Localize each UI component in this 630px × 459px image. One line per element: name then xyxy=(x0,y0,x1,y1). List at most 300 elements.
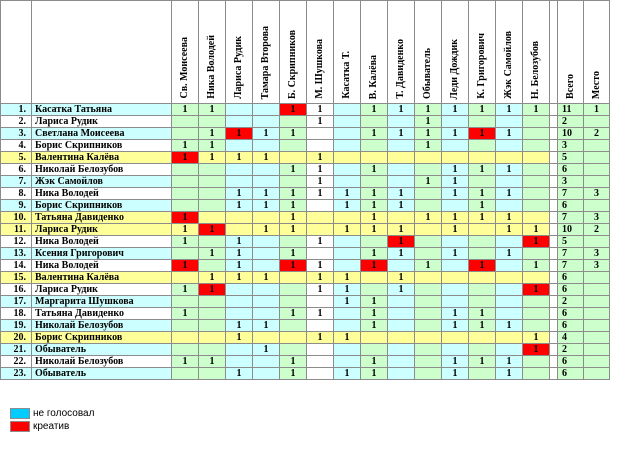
vote-cell[interactable]: 1 xyxy=(280,368,307,380)
row-name[interactable]: Ксения Григорович xyxy=(32,248,172,260)
place-cell[interactable] xyxy=(584,116,610,128)
vote-cell[interactable] xyxy=(199,236,226,248)
vote-cell[interactable]: 1 xyxy=(307,116,334,128)
vote-cell[interactable]: 1 xyxy=(415,176,442,188)
total-cell[interactable]: 7 xyxy=(558,188,584,200)
vote-cell[interactable] xyxy=(415,200,442,212)
vote-cell[interactable] xyxy=(226,164,253,176)
vote-cell[interactable]: 1 xyxy=(388,224,415,236)
vote-cell[interactable]: 1 xyxy=(469,200,496,212)
vote-cell[interactable] xyxy=(415,284,442,296)
total-cell[interactable]: 11 xyxy=(558,104,584,116)
vote-cell[interactable] xyxy=(226,104,253,116)
vote-cell[interactable] xyxy=(199,212,226,224)
vote-cell[interactable] xyxy=(253,176,280,188)
vote-cell[interactable] xyxy=(523,248,550,260)
vote-cell[interactable] xyxy=(172,296,199,308)
vote-cell[interactable] xyxy=(253,140,280,152)
vote-cell[interactable] xyxy=(334,128,361,140)
vote-cell[interactable]: 1 xyxy=(307,188,334,200)
vote-cell[interactable]: 1 xyxy=(334,284,361,296)
place-cell[interactable]: 3 xyxy=(584,212,610,224)
total-cell[interactable]: 7 xyxy=(558,212,584,224)
vote-cell[interactable]: 1 xyxy=(199,152,226,164)
vote-cell[interactable] xyxy=(280,320,307,332)
vote-cell[interactable] xyxy=(226,224,253,236)
vote-cell[interactable]: 1 xyxy=(361,356,388,368)
vote-cell[interactable]: 1 xyxy=(172,356,199,368)
vote-cell[interactable]: 1 xyxy=(307,260,334,272)
vote-cell[interactable] xyxy=(388,332,415,344)
vote-cell[interactable]: 1 xyxy=(469,188,496,200)
vote-cell[interactable]: 1 xyxy=(253,272,280,284)
vote-cell[interactable] xyxy=(523,296,550,308)
vote-cell[interactable] xyxy=(388,152,415,164)
vote-cell[interactable]: 1 xyxy=(226,152,253,164)
vote-cell[interactable] xyxy=(253,368,280,380)
vote-cell[interactable] xyxy=(388,356,415,368)
total-cell[interactable]: 6 xyxy=(558,356,584,368)
vote-cell[interactable]: 1 xyxy=(199,284,226,296)
place-cell[interactable] xyxy=(584,296,610,308)
vote-cell[interactable] xyxy=(388,212,415,224)
vote-cell[interactable]: 1 xyxy=(388,188,415,200)
vote-cell[interactable] xyxy=(523,116,550,128)
vote-cell[interactable] xyxy=(199,296,226,308)
vote-cell[interactable] xyxy=(442,152,469,164)
vote-cell[interactable]: 1 xyxy=(442,224,469,236)
vote-cell[interactable]: 1 xyxy=(199,104,226,116)
vote-cell[interactable] xyxy=(415,152,442,164)
vote-cell[interactable]: 1 xyxy=(226,272,253,284)
vote-cell[interactable] xyxy=(334,152,361,164)
vote-cell[interactable] xyxy=(334,344,361,356)
place-cell[interactable] xyxy=(584,152,610,164)
vote-cell[interactable] xyxy=(172,188,199,200)
vote-cell[interactable]: 1 xyxy=(361,200,388,212)
vote-cell[interactable]: 1 xyxy=(226,236,253,248)
vote-cell[interactable] xyxy=(361,140,388,152)
vote-cell[interactable]: 1 xyxy=(442,164,469,176)
row-name[interactable]: Татьяна Давиденко xyxy=(32,308,172,320)
vote-cell[interactable]: 1 xyxy=(388,200,415,212)
vote-cell[interactable]: 1 xyxy=(280,188,307,200)
vote-cell[interactable] xyxy=(415,236,442,248)
vote-cell[interactable]: 1 xyxy=(415,212,442,224)
row-name[interactable]: Ника Володей xyxy=(32,236,172,248)
vote-cell[interactable] xyxy=(226,356,253,368)
place-cell[interactable] xyxy=(584,164,610,176)
total-cell[interactable]: 6 xyxy=(558,308,584,320)
vote-cell[interactable] xyxy=(280,140,307,152)
place-cell[interactable] xyxy=(584,344,610,356)
place-cell[interactable]: 1 xyxy=(584,104,610,116)
vote-cell[interactable] xyxy=(388,140,415,152)
vote-cell[interactable]: 1 xyxy=(253,188,280,200)
vote-cell[interactable]: 1 xyxy=(199,128,226,140)
vote-cell[interactable] xyxy=(496,344,523,356)
vote-cell[interactable] xyxy=(442,140,469,152)
vote-cell[interactable] xyxy=(388,116,415,128)
vote-cell[interactable]: 1 xyxy=(226,188,253,200)
vote-cell[interactable]: 1 xyxy=(334,296,361,308)
vote-cell[interactable]: 1 xyxy=(523,236,550,248)
vote-cell[interactable] xyxy=(469,248,496,260)
vote-cell[interactable]: 1 xyxy=(523,260,550,272)
vote-cell[interactable] xyxy=(496,332,523,344)
vote-cell[interactable] xyxy=(280,176,307,188)
vote-cell[interactable] xyxy=(361,152,388,164)
vote-cell[interactable] xyxy=(253,332,280,344)
vote-cell[interactable]: 1 xyxy=(280,128,307,140)
vote-cell[interactable] xyxy=(334,308,361,320)
row-name[interactable]: Ника Володей xyxy=(32,260,172,272)
vote-cell[interactable]: 1 xyxy=(442,308,469,320)
total-cell[interactable]: 6 xyxy=(558,320,584,332)
vote-cell[interactable] xyxy=(172,200,199,212)
vote-cell[interactable]: 1 xyxy=(172,152,199,164)
vote-cell[interactable]: 1 xyxy=(199,356,226,368)
vote-cell[interactable] xyxy=(334,260,361,272)
vote-cell[interactable]: 1 xyxy=(361,104,388,116)
row-name[interactable]: Обыватель xyxy=(32,368,172,380)
vote-cell[interactable] xyxy=(523,272,550,284)
vote-cell[interactable] xyxy=(334,236,361,248)
vote-cell[interactable]: 1 xyxy=(253,224,280,236)
vote-cell[interactable] xyxy=(334,164,361,176)
vote-cell[interactable] xyxy=(469,368,496,380)
place-cell[interactable]: 3 xyxy=(584,260,610,272)
vote-cell[interactable] xyxy=(307,248,334,260)
vote-cell[interactable] xyxy=(307,128,334,140)
vote-cell[interactable]: 1 xyxy=(199,140,226,152)
vote-cell[interactable]: 1 xyxy=(307,272,334,284)
total-cell[interactable]: 2 xyxy=(558,344,584,356)
vote-cell[interactable] xyxy=(253,248,280,260)
total-cell[interactable]: 5 xyxy=(558,152,584,164)
vote-cell[interactable]: 1 xyxy=(307,164,334,176)
vote-cell[interactable] xyxy=(496,272,523,284)
vote-cell[interactable]: 1 xyxy=(523,332,550,344)
vote-cell[interactable]: 1 xyxy=(469,260,496,272)
vote-cell[interactable]: 1 xyxy=(442,176,469,188)
vote-cell[interactable]: 1 xyxy=(307,236,334,248)
vote-cell[interactable]: 1 xyxy=(361,260,388,272)
vote-cell[interactable]: 1 xyxy=(496,356,523,368)
vote-cell[interactable]: 1 xyxy=(415,104,442,116)
vote-cell[interactable]: 1 xyxy=(388,236,415,248)
vote-cell[interactable]: 1 xyxy=(361,296,388,308)
vote-cell[interactable]: 1 xyxy=(280,356,307,368)
vote-cell[interactable] xyxy=(523,188,550,200)
vote-cell[interactable] xyxy=(469,296,496,308)
vote-cell[interactable]: 1 xyxy=(172,236,199,248)
vote-cell[interactable] xyxy=(388,368,415,380)
vote-cell[interactable]: 1 xyxy=(361,308,388,320)
vote-cell[interactable]: 1 xyxy=(361,128,388,140)
vote-cell[interactable]: 1 xyxy=(280,164,307,176)
vote-cell[interactable] xyxy=(226,140,253,152)
vote-cell[interactable] xyxy=(253,116,280,128)
row-name[interactable]: Борис Скрипников xyxy=(32,332,172,344)
vote-cell[interactable] xyxy=(226,212,253,224)
vote-cell[interactable] xyxy=(280,152,307,164)
vote-cell[interactable] xyxy=(442,116,469,128)
vote-cell[interactable]: 1 xyxy=(496,248,523,260)
vote-cell[interactable]: 1 xyxy=(280,308,307,320)
place-cell[interactable] xyxy=(584,356,610,368)
vote-cell[interactable] xyxy=(253,296,280,308)
vote-cell[interactable] xyxy=(442,332,469,344)
row-name[interactable]: Николай Белозубов xyxy=(32,356,172,368)
vote-cell[interactable]: 1 xyxy=(280,224,307,236)
vote-cell[interactable]: 1 xyxy=(307,152,334,164)
vote-cell[interactable] xyxy=(334,248,361,260)
vote-cell[interactable] xyxy=(415,356,442,368)
vote-cell[interactable]: 1 xyxy=(226,320,253,332)
vote-cell[interactable] xyxy=(307,140,334,152)
vote-cell[interactable] xyxy=(253,104,280,116)
vote-cell[interactable]: 1 xyxy=(442,128,469,140)
vote-cell[interactable] xyxy=(280,284,307,296)
vote-cell[interactable] xyxy=(199,368,226,380)
vote-cell[interactable] xyxy=(496,236,523,248)
vote-cell[interactable]: 1 xyxy=(172,224,199,236)
vote-cell[interactable] xyxy=(361,236,388,248)
total-cell[interactable]: 6 xyxy=(558,164,584,176)
vote-cell[interactable] xyxy=(415,308,442,320)
row-name[interactable]: Татьяна Давиденко xyxy=(32,212,172,224)
vote-cell[interactable] xyxy=(334,320,361,332)
place-cell[interactable] xyxy=(584,272,610,284)
vote-cell[interactable] xyxy=(469,332,496,344)
vote-cell[interactable] xyxy=(415,320,442,332)
vote-cell[interactable] xyxy=(388,320,415,332)
vote-cell[interactable] xyxy=(172,116,199,128)
total-cell[interactable]: 4 xyxy=(558,332,584,344)
vote-cell[interactable] xyxy=(307,356,334,368)
vote-cell[interactable] xyxy=(523,368,550,380)
place-cell[interactable] xyxy=(584,284,610,296)
vote-cell[interactable] xyxy=(226,284,253,296)
vote-cell[interactable] xyxy=(469,152,496,164)
vote-cell[interactable] xyxy=(523,152,550,164)
row-name[interactable]: Касатка Татьяна xyxy=(32,104,172,116)
vote-cell[interactable]: 1 xyxy=(172,140,199,152)
vote-cell[interactable]: 1 xyxy=(307,332,334,344)
vote-cell[interactable]: 1 xyxy=(442,356,469,368)
vote-cell[interactable]: 1 xyxy=(496,320,523,332)
vote-cell[interactable]: 1 xyxy=(442,104,469,116)
vote-cell[interactable]: 1 xyxy=(334,368,361,380)
vote-cell[interactable] xyxy=(496,308,523,320)
total-cell[interactable]: 5 xyxy=(558,236,584,248)
vote-cell[interactable] xyxy=(334,176,361,188)
vote-cell[interactable] xyxy=(415,332,442,344)
vote-cell[interactable] xyxy=(253,260,280,272)
vote-cell[interactable]: 1 xyxy=(226,200,253,212)
vote-cell[interactable] xyxy=(361,116,388,128)
vote-cell[interactable]: 1 xyxy=(442,368,469,380)
vote-cell[interactable]: 1 xyxy=(442,320,469,332)
vote-cell[interactable] xyxy=(523,164,550,176)
vote-cell[interactable] xyxy=(523,128,550,140)
vote-cell[interactable] xyxy=(415,272,442,284)
place-cell[interactable] xyxy=(584,368,610,380)
vote-cell[interactable] xyxy=(442,200,469,212)
vote-cell[interactable] xyxy=(523,200,550,212)
vote-cell[interactable] xyxy=(172,176,199,188)
vote-cell[interactable]: 1 xyxy=(334,272,361,284)
vote-cell[interactable]: 1 xyxy=(415,128,442,140)
vote-cell[interactable] xyxy=(199,344,226,356)
vote-cell[interactable] xyxy=(415,296,442,308)
vote-cell[interactable]: 1 xyxy=(172,308,199,320)
vote-cell[interactable] xyxy=(199,200,226,212)
place-cell[interactable] xyxy=(584,332,610,344)
vote-cell[interactable] xyxy=(307,368,334,380)
vote-cell[interactable] xyxy=(469,140,496,152)
vote-cell[interactable] xyxy=(496,296,523,308)
row-name[interactable]: Борис Скрипников xyxy=(32,200,172,212)
row-name[interactable]: Маргарита Шушкова xyxy=(32,296,172,308)
vote-cell[interactable]: 1 xyxy=(226,248,253,260)
vote-cell[interactable] xyxy=(199,260,226,272)
vote-cell[interactable]: 1 xyxy=(361,368,388,380)
place-cell[interactable] xyxy=(584,140,610,152)
total-cell[interactable]: 3 xyxy=(558,140,584,152)
vote-cell[interactable] xyxy=(199,176,226,188)
vote-cell[interactable] xyxy=(388,296,415,308)
vote-cell[interactable] xyxy=(469,236,496,248)
vote-cell[interactable] xyxy=(469,344,496,356)
vote-cell[interactable] xyxy=(226,176,253,188)
vote-cell[interactable] xyxy=(334,116,361,128)
place-cell[interactable] xyxy=(584,176,610,188)
vote-cell[interactable] xyxy=(172,344,199,356)
vote-cell[interactable]: 1 xyxy=(388,284,415,296)
vote-cell[interactable] xyxy=(226,296,253,308)
vote-cell[interactable] xyxy=(388,344,415,356)
total-cell[interactable]: 10 xyxy=(558,128,584,140)
vote-cell[interactable] xyxy=(172,248,199,260)
vote-cell[interactable] xyxy=(253,236,280,248)
vote-cell[interactable]: 1 xyxy=(280,212,307,224)
vote-cell[interactable] xyxy=(361,332,388,344)
row-name[interactable]: Обыватель xyxy=(32,344,172,356)
vote-cell[interactable]: 1 xyxy=(334,224,361,236)
vote-cell[interactable] xyxy=(199,164,226,176)
vote-cell[interactable] xyxy=(496,152,523,164)
vote-cell[interactable] xyxy=(523,320,550,332)
total-cell[interactable]: 6 xyxy=(558,368,584,380)
vote-cell[interactable]: 1 xyxy=(226,128,253,140)
vote-cell[interactable] xyxy=(280,296,307,308)
vote-cell[interactable] xyxy=(226,116,253,128)
vote-cell[interactable]: 1 xyxy=(334,332,361,344)
vote-cell[interactable] xyxy=(415,368,442,380)
vote-cell[interactable] xyxy=(307,296,334,308)
vote-cell[interactable] xyxy=(280,332,307,344)
vote-cell[interactable]: 1 xyxy=(172,260,199,272)
place-cell[interactable]: 3 xyxy=(584,248,610,260)
vote-cell[interactable]: 1 xyxy=(199,272,226,284)
vote-cell[interactable]: 1 xyxy=(361,248,388,260)
vote-cell[interactable]: 1 xyxy=(523,344,550,356)
vote-cell[interactable]: 1 xyxy=(523,284,550,296)
vote-cell[interactable]: 1 xyxy=(334,200,361,212)
vote-cell[interactable] xyxy=(469,272,496,284)
vote-cell[interactable] xyxy=(442,272,469,284)
vote-cell[interactable] xyxy=(280,272,307,284)
vote-cell[interactable]: 1 xyxy=(523,224,550,236)
vote-cell[interactable] xyxy=(523,308,550,320)
vote-cell[interactable]: 1 xyxy=(496,224,523,236)
vote-cell[interactable]: 1 xyxy=(496,128,523,140)
vote-cell[interactable] xyxy=(334,356,361,368)
vote-cell[interactable]: 1 xyxy=(199,248,226,260)
vote-cell[interactable]: 1 xyxy=(388,272,415,284)
vote-cell[interactable]: 1 xyxy=(280,248,307,260)
vote-cell[interactable] xyxy=(361,176,388,188)
vote-cell[interactable] xyxy=(469,116,496,128)
vote-cell[interactable] xyxy=(388,260,415,272)
vote-cell[interactable] xyxy=(172,128,199,140)
vote-cell[interactable]: 1 xyxy=(496,368,523,380)
vote-cell[interactable] xyxy=(388,176,415,188)
vote-cell[interactable]: 1 xyxy=(388,248,415,260)
vote-cell[interactable]: 1 xyxy=(415,140,442,152)
vote-cell[interactable] xyxy=(442,296,469,308)
row-name[interactable]: Ника Володей xyxy=(32,188,172,200)
vote-cell[interactable] xyxy=(415,188,442,200)
vote-cell[interactable]: 1 xyxy=(280,104,307,116)
row-name[interactable]: Борис Скрипников xyxy=(32,140,172,152)
total-cell[interactable]: 10 xyxy=(558,224,584,236)
vote-cell[interactable] xyxy=(199,116,226,128)
vote-cell[interactable]: 1 xyxy=(199,224,226,236)
vote-cell[interactable] xyxy=(361,272,388,284)
place-cell[interactable] xyxy=(584,320,610,332)
vote-cell[interactable] xyxy=(172,368,199,380)
vote-cell[interactable]: 1 xyxy=(253,200,280,212)
vote-cell[interactable] xyxy=(361,344,388,356)
vote-cell[interactable] xyxy=(253,308,280,320)
vote-cell[interactable] xyxy=(307,344,334,356)
vote-cell[interactable]: 1 xyxy=(469,212,496,224)
row-name[interactable]: Лариса Рудик xyxy=(32,224,172,236)
vote-cell[interactable] xyxy=(469,284,496,296)
place-cell[interactable]: 2 xyxy=(584,224,610,236)
vote-cell[interactable] xyxy=(226,344,253,356)
total-cell[interactable]: 7 xyxy=(558,260,584,272)
vote-cell[interactable]: 1 xyxy=(388,104,415,116)
vote-cell[interactable] xyxy=(199,332,226,344)
row-name[interactable]: Валентина Калёва xyxy=(32,152,172,164)
vote-cell[interactable]: 1 xyxy=(226,260,253,272)
vote-cell[interactable]: 1 xyxy=(469,356,496,368)
vote-cell[interactable]: 1 xyxy=(388,128,415,140)
vote-cell[interactable]: 1 xyxy=(307,176,334,188)
vote-cell[interactable]: 1 xyxy=(442,248,469,260)
row-name[interactable]: Николай Белозубов xyxy=(32,320,172,332)
vote-cell[interactable] xyxy=(172,272,199,284)
vote-cell[interactable]: 1 xyxy=(415,260,442,272)
vote-cell[interactable]: 1 xyxy=(172,104,199,116)
vote-cell[interactable]: 1 xyxy=(496,164,523,176)
vote-cell[interactable] xyxy=(523,176,550,188)
vote-cell[interactable]: 1 xyxy=(307,104,334,116)
